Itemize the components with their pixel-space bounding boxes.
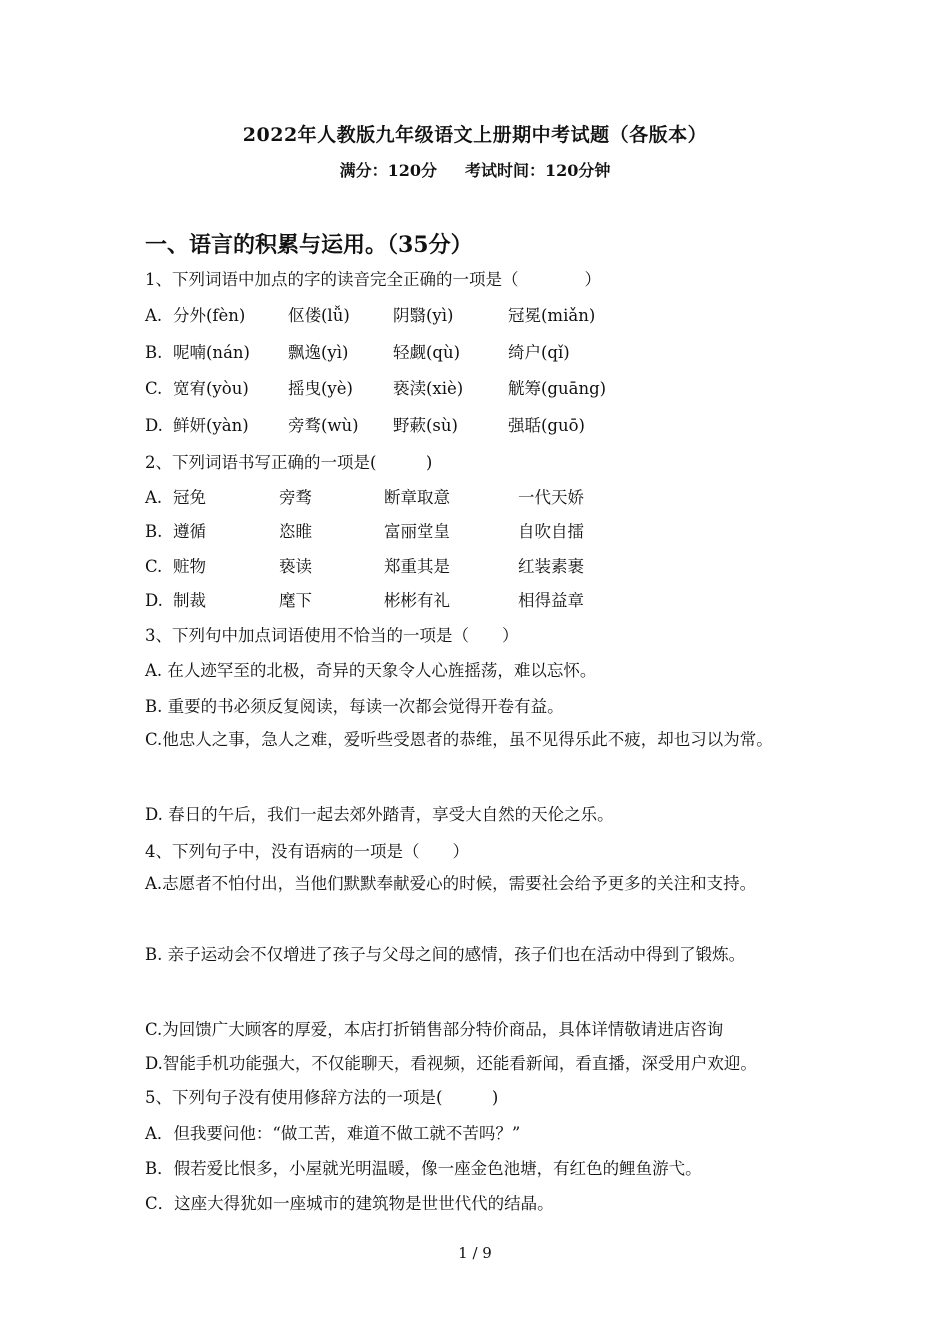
q5-option-c: C．这座大得犹如一座城市的建筑物是世世代代的结晶。 xyxy=(145,1194,554,1213)
q3-option-c: C.他忠人之事，急人之难，爱听些受恩者的恭维，虽不见得乐此不疲，却也习以为常。 xyxy=(145,730,773,749)
q5-option-a: A．但我要问他：“做工苦，难道不做工就不苦吗？” xyxy=(145,1124,521,1143)
page-title: 2022年人教版九年级语文上册期中考试题（各版本） xyxy=(242,124,708,146)
q1-option-b: B. 呢喃(nán) 飘逸(yì) 轻觑(qù) 绮户(qǐ) xyxy=(145,343,570,362)
q2-stem: 2、下列词语书写正确的一项是( ) xyxy=(145,453,433,472)
q1-option-a: A. 分外(fèn) 伛偻(lǚ) 阴翳(yì) 冠冕(miǎn) xyxy=(145,306,596,325)
q3-option-a: A. 在人迹罕至的北极，奇异的天象令人心旌摇荡，难以忘怀。 xyxy=(145,661,597,680)
q3-stem: 3、下列句中加点词语使用不恰当的一项是（ ） xyxy=(145,626,519,645)
q4-option-d: D.智能手机功能强大，不仅能聊天，看视频，还能看新闻，看直播，深受用户欢迎。 xyxy=(145,1054,757,1073)
q1-stem: 1、下列词语中加点的字的读音完全正确的一项是（ ） xyxy=(145,270,601,289)
q3-option-d: D. 春日的午后，我们一起去郊外踏青，享受大自然的天伦之乐。 xyxy=(145,805,614,824)
page-number: 1 / 9 xyxy=(458,1244,492,1262)
exam-info xyxy=(0,158,950,181)
q3-option-b: B. 重要的书必须反复阅读，每读一次都会觉得开卷有益。 xyxy=(145,697,564,716)
q2-option-d: D. 制裁 麾下 彬彬有礼 相得益章 xyxy=(145,591,584,610)
q4-option-c: C.为回馈广大顾客的厚爱，本店打折销售部分特价商品，具体详情敬请进店咨询 xyxy=(145,1020,724,1039)
q1-option-c: C. 宽宥(yòu) 摇曳(yè) 亵渎(xiè) 觥筹(guāng) xyxy=(145,379,607,398)
q2-option-b: B. 遵循 恣睢 富丽堂皇 自吹自擂 xyxy=(145,522,584,541)
full-score: 满分：120分 xyxy=(339,161,437,180)
q1-option-d: D. 鲜妍(yàn) 旁骛(wù) 野蔌(sù) 强聒(guō) xyxy=(145,416,585,435)
q4-stem: 4、下列句子中，没有语病的一项是（ ） xyxy=(145,842,469,861)
section-heading: 一、语言的积累与运用。（35分） xyxy=(145,232,473,258)
q5-option-b: B．假若爱比恨多，小屋就光明温暖，像一座金色池塘，有红色的鲤鱼游弋。 xyxy=(145,1159,702,1178)
q4-option-b: B. 亲子运动会不仅增进了孩子与父母之间的感情，孩子们也在活动中得到了锻炼。 xyxy=(145,945,746,964)
q2-option-a: A. 冠免 旁骛 断章取意 一代天娇 xyxy=(145,488,584,507)
q2-option-c: C. 赃物 亵读 郑重其是 红装素裹 xyxy=(145,557,584,576)
exam-time: 考试时间：120分钟 xyxy=(465,161,611,180)
q4-option-a: A.志愿者不怕付出，当他们默默奉献爱心的时候，需要社会给予更多的关注和支持。 xyxy=(145,874,757,893)
q5-stem: 5、下列句子没有使用修辞方法的一项是( ) xyxy=(145,1088,499,1107)
